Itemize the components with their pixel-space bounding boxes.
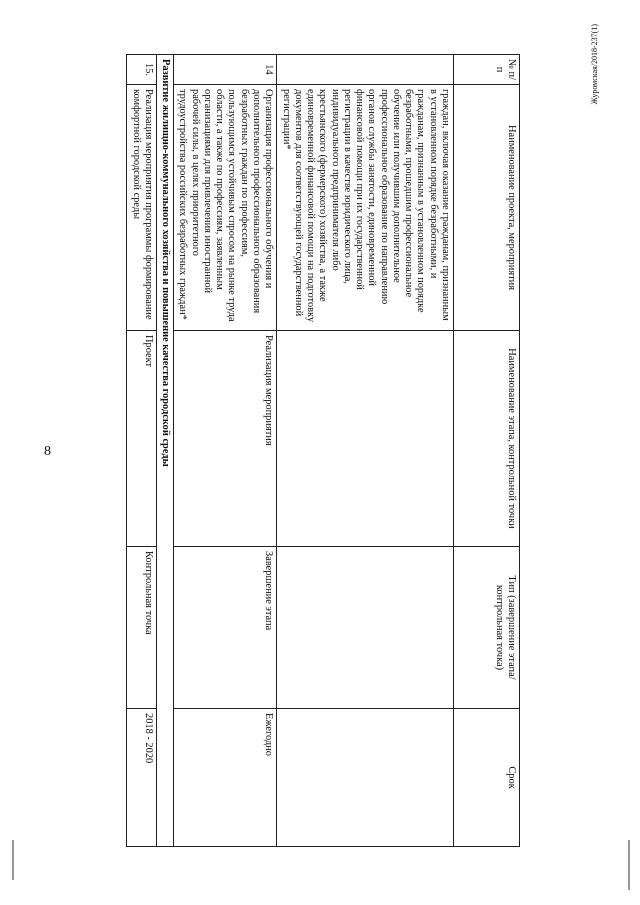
cell-type <box>277 547 454 709</box>
cell-stage: Проект <box>127 331 157 547</box>
document-code: Журомская/2018-237(1) <box>590 24 599 105</box>
section-title: Развитие жилищно-коммунального хозяйства и повышение качества городской среды <box>156 55 173 847</box>
cell-type: Завершение этапа <box>174 547 277 709</box>
header-num: № п/п <box>454 55 520 85</box>
cell-stage <box>277 331 454 547</box>
header-row <box>454 55 520 847</box>
cell-project: Реализация мероприятия программы формирование комфортной городской среды <box>127 85 157 331</box>
cell-term: Ежегодно <box>174 709 277 847</box>
scan-mark-left <box>12 840 14 880</box>
rotated-table-container <box>88 54 520 846</box>
plan-table <box>126 54 520 847</box>
header-stage: Наименование этапа, контрольной точки <box>454 331 520 547</box>
table-row <box>277 55 454 847</box>
page-number: 8 <box>44 444 51 459</box>
cell-type: Контрольная точка <box>127 547 157 709</box>
cell-project: Организация профессионального обучения и дополнительного профессионального образования безработных граждан по профессиям, пользующимся устойчивым спросом на рынке труда области, а также по профессиям, заявленным организациями для привлечения иностранной рабочей силы, в целях приоритетного трудоустройства российских безработных граждан* <box>174 85 277 331</box>
cell-num <box>277 55 454 85</box>
scan-mark-right <box>628 840 630 890</box>
cell-project: граждан, включая оказание гражданам, признанным в установленном порядке безработными, и гражданам, признанным в установленном порядке безработными, прошедшим профессиональное обучение или получившим дополнительное профессиональное образование по направлению органов службы занятости, единовременной финансовой помощи при их государственной регистрации в качестве юридического лица, индивидуального предпринимателя либо крестьянского (фермерского) хозяйства, а также единовременной финансовой помощи на подготовку документов для соответствующей государственной регистрации* <box>277 85 454 331</box>
header-project: Наименование проекта, мероприятия <box>454 85 520 331</box>
table-row <box>174 55 277 847</box>
cell-num: 14 <box>174 55 277 85</box>
section-row <box>156 55 173 847</box>
cell-num: 15. <box>127 55 157 85</box>
header-type: Тип (завершение этапа/ контрольная точка) <box>454 547 520 709</box>
cell-term <box>277 709 454 847</box>
header-term: Срок <box>454 709 520 847</box>
cell-term: 2018 - 2020 <box>127 709 157 847</box>
table-row <box>127 55 157 847</box>
cell-stage: Реализация мероприятия <box>174 331 277 547</box>
